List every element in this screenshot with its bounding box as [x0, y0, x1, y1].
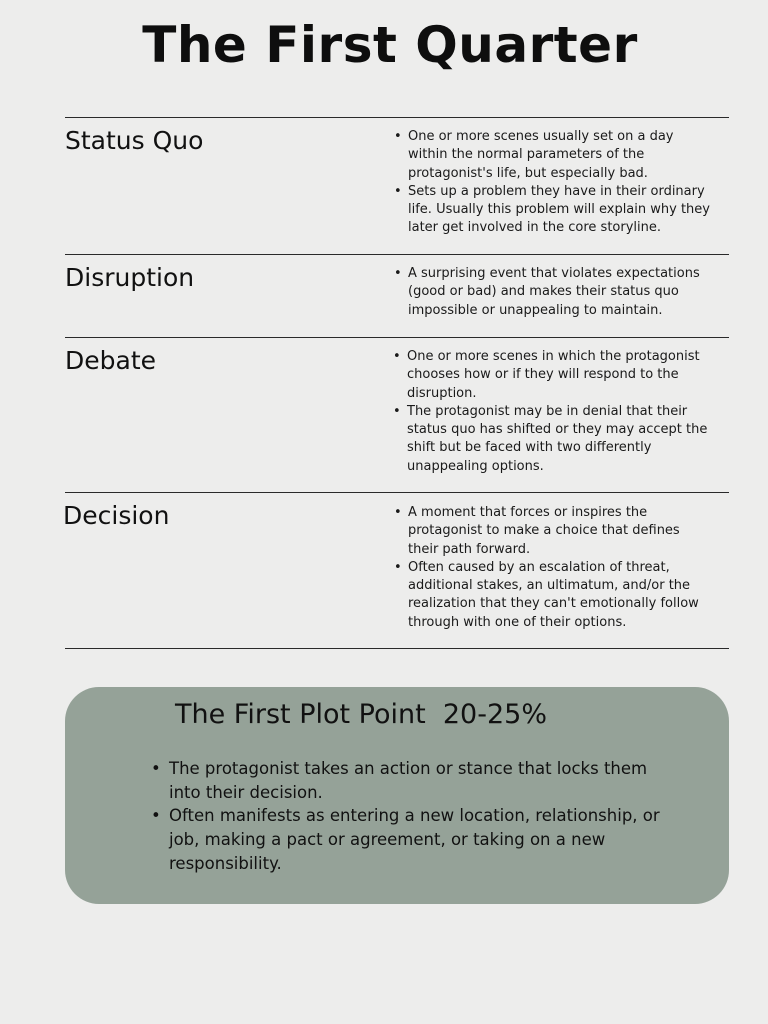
list-item: • The protagonist may be in denial that their status quo has shifted or they may accept the shift but be faced with two differently unappealing options. — [389, 403, 711, 476]
list-item: • Often manifests as entering a new location, relationship, or job, making a pact or agreement, or taking on a new responsibility. — [149, 804, 669, 875]
plot-point-bullets — [149, 757, 669, 876]
section-bullets-disruption — [390, 265, 712, 320]
section-heading-status-quo: Status Quo — [65, 126, 204, 155]
list-item: • The protagonist takes an action or stance that locks them into their decision. — [149, 757, 669, 804]
list-item: • Sets up a problem they have in their ordinary life. Usually this problem will explain why they later get involved in the core storyline. — [390, 183, 712, 238]
plot-point-title: The First Plot Point 20-25% — [175, 699, 547, 730]
section-heading-debate: Debate — [65, 346, 157, 375]
page-title: The First Quarter — [142, 16, 638, 74]
divider — [65, 117, 729, 118]
list-item: • One or more scenes in which the protagonist chooses how or if they will respond to the disruption. — [389, 348, 711, 403]
divider — [65, 648, 729, 649]
plot-point-callout — [65, 687, 729, 904]
divider — [65, 254, 729, 255]
section-heading-decision: Decision — [63, 501, 170, 530]
section-bullets-debate — [389, 348, 711, 476]
divider — [65, 492, 729, 493]
section-bullets-status-quo — [390, 128, 712, 238]
section-bullets-decision — [390, 504, 712, 632]
list-item: • Often caused by an escalation of threat, additional stakes, an ultimatum, and/or the realization that they can't emotionally follow through with one of their options. — [390, 559, 712, 632]
divider — [65, 337, 729, 338]
list-item: • A surprising event that violates expectations (good or bad) and makes their status quo impossible or unappealing to maintain. — [390, 265, 712, 320]
list-item: • One or more scenes usually set on a day within the normal parameters of the protagonist's life, but especially bad. — [390, 128, 712, 183]
section-heading-disruption: Disruption — [65, 263, 195, 292]
list-item: • A moment that forces or inspires the protagonist to make a choice that defines their path forward. — [390, 504, 712, 559]
